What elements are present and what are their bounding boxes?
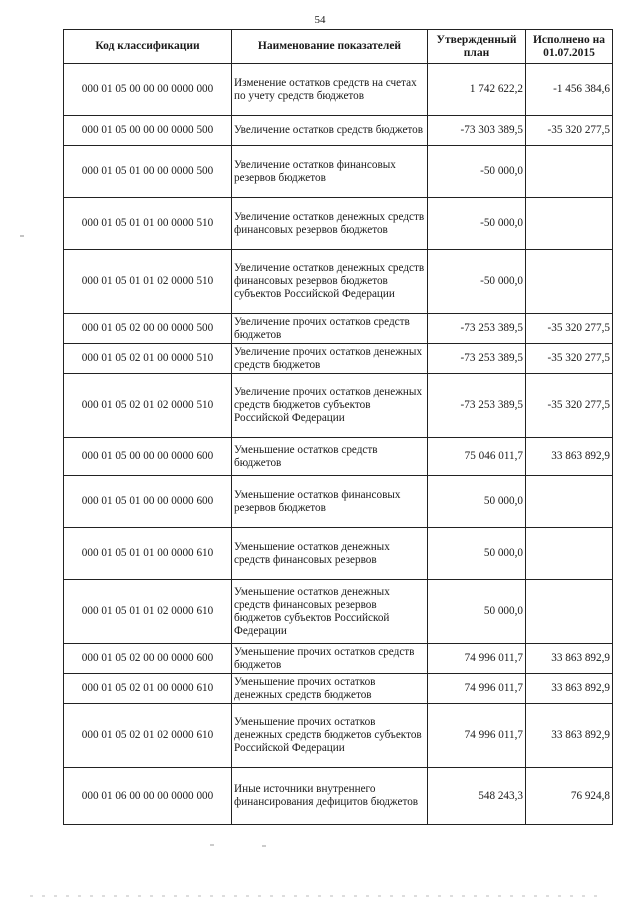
cell-executed: 76 924,8 [526,768,613,825]
table-row [64,528,613,580]
cell-code: 000 01 05 00 00 00 0000 600 [64,438,232,476]
cell-code: 000 01 05 01 00 00 0000 600 [64,476,232,528]
cell-code: 000 01 05 01 00 00 0000 500 [64,146,232,198]
cell-executed [526,528,613,580]
header-plan: Утвержденный план [428,30,526,64]
table-row [64,704,613,768]
cell-code: 000 01 05 01 01 02 0000 610 [64,580,232,644]
header-executed: Исполнено на 01.07.2015 [526,30,613,64]
cell-plan: 1 742 622,2 [428,64,526,116]
cell-executed: 33 863 892,9 [526,704,613,768]
cell-code: 000 01 05 02 00 00 0000 600 [64,644,232,674]
table-row [64,344,613,374]
table-row [64,438,613,476]
cell-code: 000 01 06 00 00 00 0000 000 [64,768,232,825]
cell-plan: 74 996 011,7 [428,674,526,704]
cell-name: Уменьшение прочих остатков средств бюджетов [232,644,428,674]
cell-code: 000 01 05 00 00 00 0000 000 [64,64,232,116]
header-code: Код классификации [64,30,232,64]
cell-executed: -35 320 277,5 [526,374,613,438]
cell-plan: 74 996 011,7 [428,704,526,768]
cell-code: 000 01 05 01 01 00 0000 510 [64,198,232,250]
cell-plan: -50 000,0 [428,250,526,314]
cell-executed [526,476,613,528]
cell-plan: -73 253 389,5 [428,374,526,438]
cell-plan: 50 000,0 [428,528,526,580]
table-row [64,64,613,116]
cell-name: Увеличение остатков денежных средств финансовых резервов бюджетов [232,198,428,250]
table-row [64,146,613,198]
table-row [64,198,613,250]
table-row [64,476,613,528]
cell-name: Уменьшение остатков денежных средств финансовых резервов бюджетов субъектов Российской Федерации [232,580,428,644]
cell-name: Уменьшение прочих остатков денежных средств бюджетов [232,674,428,704]
cell-plan: 548 243,3 [428,768,526,825]
table-row [64,374,613,438]
cell-plan: 75 046 011,7 [428,438,526,476]
cell-code: 000 01 05 01 01 00 0000 610 [64,528,232,580]
cell-plan: 50 000,0 [428,580,526,644]
cell-plan: -73 253 389,5 [428,314,526,344]
cell-plan: -73 253 389,5 [428,344,526,374]
cell-name: Уменьшение остатков средств бюджетов [232,438,428,476]
cell-code: 000 01 05 02 00 00 0000 500 [64,314,232,344]
cell-executed [526,580,613,644]
cell-name: Увеличение остатков денежных средств финансовых резервов бюджетов субъектов Российской Федерации [232,250,428,314]
table-row [64,644,613,674]
cell-executed: -35 320 277,5 [526,116,613,146]
cell-name: Уменьшение остатков денежных средств финансовых резервов [232,528,428,580]
cell-plan: -50 000,0 [428,198,526,250]
cell-plan: 50 000,0 [428,476,526,528]
cell-executed: 33 863 892,9 [526,438,613,476]
cell-code: 000 01 05 02 01 00 0000 610 [64,674,232,704]
table-row [64,768,613,825]
header-name: Наименование показателей [232,30,428,64]
cell-executed: -35 320 277,5 [526,314,613,344]
table-row [64,250,613,314]
cell-code: 000 01 05 02 01 02 0000 610 [64,704,232,768]
table-row [64,674,613,704]
cell-code: 000 01 05 00 00 00 0000 500 [64,116,232,146]
cell-name: Уменьшение остатков финансовых резервов бюджетов [232,476,428,528]
cell-plan: -50 000,0 [428,146,526,198]
cell-name: Увеличение остатков средств бюджетов [232,116,428,146]
cell-name: Увеличение прочих остатков денежных средств бюджетов субъектов Российской Федерации [232,374,428,438]
cell-code: 000 01 05 02 01 02 0000 510 [64,374,232,438]
cell-executed: -1 456 384,6 [526,64,613,116]
cell-executed: 33 863 892,9 [526,644,613,674]
cell-code: 000 01 05 02 01 00 0000 510 [64,344,232,374]
cell-name: Увеличение остатков финансовых резервов бюджетов [232,146,428,198]
cell-name: Увеличение прочих остатков средств бюджетов [232,314,428,344]
budget-sources-table [63,29,613,825]
cell-name: Уменьшение прочих остатков денежных средств бюджетов субъектов Российской Федерации [232,704,428,768]
cell-executed: 33 863 892,9 [526,674,613,704]
table-row [64,314,613,344]
cell-code: 000 01 05 01 01 02 0000 510 [64,250,232,314]
table-row [64,580,613,644]
table-row [64,116,613,146]
cell-plan: -73 303 389,5 [428,116,526,146]
page-number: 54 [314,14,326,26]
cell-name: Иные источники внутреннего финансирования дефицитов бюджетов [232,768,428,825]
cell-executed [526,250,613,314]
cell-plan: 74 996 011,7 [428,644,526,674]
cell-executed: -35 320 277,5 [526,344,613,374]
table-header-row [64,30,613,64]
cell-executed [526,198,613,250]
cell-name: Изменение остатков средств на счетах по учету средств бюджетов [232,64,428,116]
cell-name: Увеличение прочих остатков денежных средств бюджетов [232,344,428,374]
cell-executed [526,146,613,198]
